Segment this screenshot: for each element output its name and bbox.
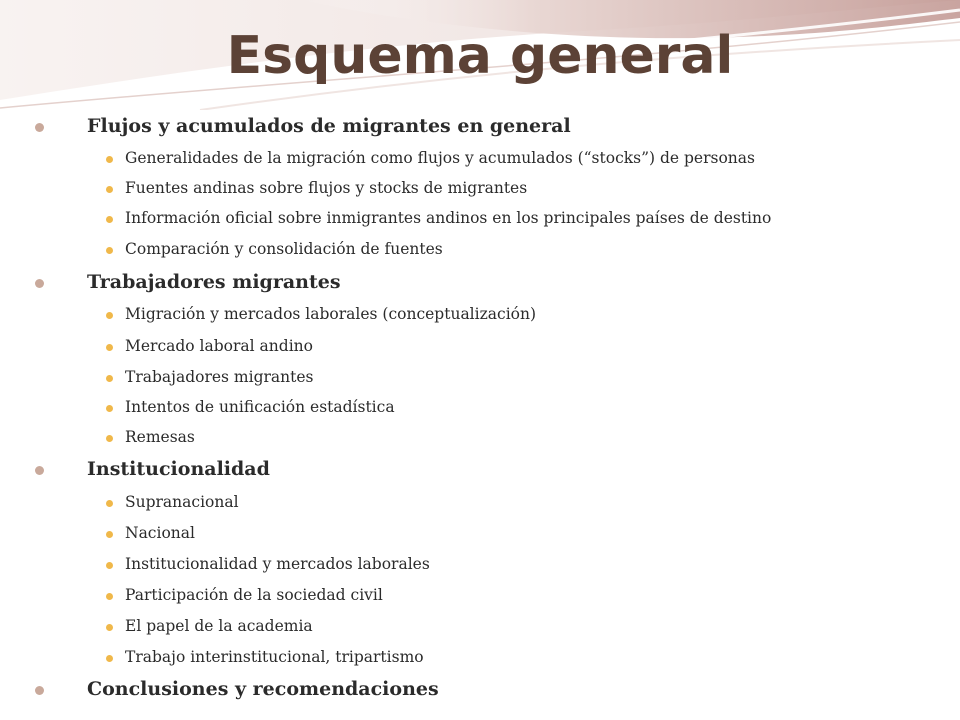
outline-list: Flujos y acumulados de migrantes en general Generalidades de la migración como flujos y acumulados (“stocks”) de personas Fuentes andinas sobre flujos y stocks de migrantes Información oficial sobre inmigrantes andinos en los principales países de destino Comparación y consolidación de fuentes Trabajadores migrantes Migración y mercados laborales (conceptualización) Mercado laboral andino Trabajadores migrantes Intentos de unificación estadística Remesas Institucionalidad Supranacional Nacional Institucionalidad y mercados laborales Participación de la sociedad civil El papel de la academia Trabajo interinstitucional, tripartismo Conclusiones y recomendaciones xyxy=(0,0,960,720)
bullet-icon xyxy=(106,186,113,193)
bullet-icon xyxy=(106,216,113,223)
bullet-icon xyxy=(106,562,113,569)
bullet-icon xyxy=(106,624,113,631)
bullet-icon xyxy=(35,279,44,288)
bullet-icon xyxy=(106,593,113,600)
bullet-icon xyxy=(35,466,44,475)
bullet-icon xyxy=(106,312,113,319)
bullet-icon xyxy=(106,500,113,507)
slide-title: Esquema general xyxy=(226,26,734,86)
bullet-icon xyxy=(35,123,44,132)
bullet-icon xyxy=(106,344,113,351)
bullet-icon xyxy=(106,405,113,412)
bullet-icon xyxy=(106,247,113,254)
bullet-icon xyxy=(106,531,113,538)
bullet-icon xyxy=(106,156,113,163)
bullet-icon xyxy=(106,655,113,662)
bullet-icon xyxy=(106,435,113,442)
bullet-icon xyxy=(106,375,113,382)
bullet-icon xyxy=(35,686,44,695)
